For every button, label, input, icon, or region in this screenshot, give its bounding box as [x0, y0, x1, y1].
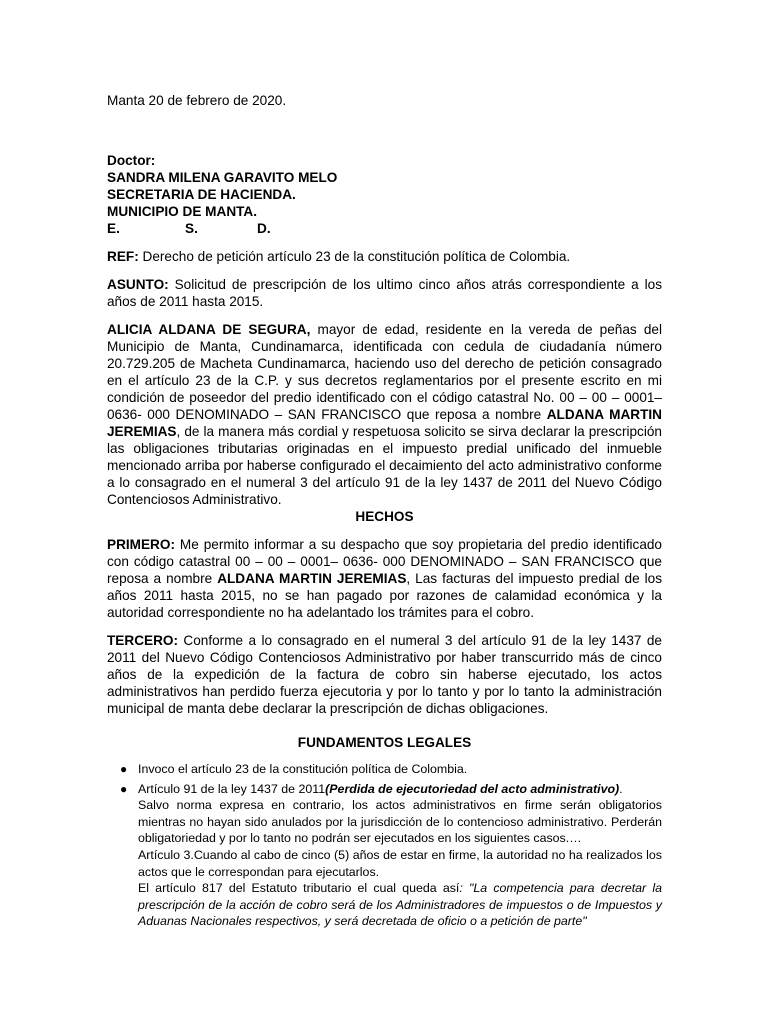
- bullet-icon: ●: [120, 762, 128, 776]
- recipient-esd: [107, 220, 662, 237]
- ref-text: Derecho de petición artículo 23 de la constitución política de Colombia.: [138, 249, 571, 264]
- recipient-position: SECRETARIA DE HACIENDA.: [107, 187, 296, 202]
- recipient-block: [107, 152, 662, 237]
- petitioner-name: ALICIA ALDANA DE SEGURA,: [107, 322, 311, 337]
- fundamento-2-body: Salvo norma expresa en contrario, los actos administrativos en firme serán obligatorios mientras no hayan sido anulados por la jurisdicción de lo contencioso administrativo. Perderán obligatoriedad y por lo tanto no podrán ser ejecutados en los siguientes casos.…: [138, 798, 662, 846]
- asunto-text: Solicitud de prescripción de los ultimo cinco años atrás correspondiente a los años de 2011 hasta 2015.: [107, 277, 662, 309]
- primero-owner-name: ALDANA MARTIN JEREMIAS: [217, 571, 407, 586]
- intro-paragraph: [107, 321, 662, 508]
- intro-text-2: , de la manera más cordial y respetuosa solicito se sirva declarar la prescripción las obligaciones tributarias originadas en el impuesto predial unificado del inmueble mencionado arriba por haberse configurado el decaimiento del acto administrativo conforme a lo consagrado en el numeral 3 del artículo 91 de la ley 1437 de 2011 del Nuevo Código Contenciosos Administrativo.: [107, 424, 662, 507]
- primero-text-2: , Las facturas del impuesto predial de los años 2011 hasta 2015, no se han pagado por razones de calamidad económica y la autoridad correspondiente no ha adelantado los trámites para el cobro.: [107, 571, 662, 620]
- ref-line: [107, 248, 662, 265]
- primero-paragraph: [107, 536, 662, 621]
- tercero-text: Conforme a lo consagrado en el numeral 3 del artículo 91 de la ley 1437 de 2011 del Nuevo Código Contenciosos Administrativo por haber transcurrido más de cinco años de la expedición de la factura de cobro sin haberse ejecutado, los actos administrativos han perdido fuerza ejecutoria y por lo tanto y por lo tanto la administración municipal de manta debe declarar la prescripción de dichas obligaciones.: [107, 633, 662, 716]
- esd-d: D.: [257, 221, 271, 236]
- recipient-title: Doctor:: [107, 153, 156, 168]
- article-817-lead: El artículo 817 del Estatuto tributario el cual queda así: [138, 881, 460, 896]
- esd-e: E.: [107, 221, 120, 236]
- primero-text-1: Me permito informar a su despacho que soy propietaria del predio identificado con código catastral 00 – 00 – 0001– 0636- 000 DENOMINADO – SAN FRANCISCO que reposa a nombre: [107, 537, 662, 586]
- asunto-label: ASUNTO:: [107, 277, 169, 292]
- fundamentos-heading: FUNDAMENTOS LEGALES: [297, 735, 472, 750]
- fundamentos-list: [107, 761, 662, 930]
- fundamento-2-title: (Perdida de ejecutoriedad del acto administrativo): [325, 781, 620, 796]
- date-line: Manta 20 de febrero de 2020.: [107, 93, 287, 108]
- fundamento-2-article-3: Artículo 3.Cuando al cabo de cinco (5) años de estar en firme, la autoridad no ha realizados los actos que le correspondan para ejecutarlos.: [138, 847, 662, 879]
- tercero-label: TERCERO:: [107, 633, 178, 648]
- esd-s: S.: [185, 221, 198, 236]
- intro-text-1: mayor de edad, residente en la vereda de peñas del Municipio de Manta, Cundinamarca, identificada con cedula de ciudadanía número 20.729.205 de Macheta Cundinamarca, haciendo uso del derecho de petición consagrado en el artículo 23 de la C.P. y sus decretos reglamentarios por el presente escrito en mi condición de poseedor del predio identificado con el código catastral No. 00 – 00 – 0001– 0636- 000 DENOMINADO – SAN FRANCISCO que reposa a nombre: [107, 322, 662, 422]
- ref-label: REF:: [107, 249, 139, 264]
- owner-name: ALDANA MARTIN JEREMIAS: [107, 407, 662, 439]
- tercero-paragraph: [107, 632, 662, 717]
- bullet-icon: ●: [120, 781, 128, 796]
- fundamento-2-dot: .: [619, 781, 623, 796]
- fundamento-2-article-817: [138, 880, 662, 930]
- list-item: [120, 781, 662, 930]
- article-817-quote: : "La competencia para decretar la prescripción de la acción de cobro será de los Administradores de impuestos o de Impuestos y Aduanas Nacionales respectivos, y será decretada de oficio o a petición de parte": [138, 881, 662, 929]
- list-item: [120, 761, 662, 778]
- asunto-paragraph: [107, 276, 662, 310]
- hechos-heading: HECHOS: [355, 509, 414, 524]
- recipient-name: SANDRA MILENA GARAVITO MELO: [107, 170, 338, 185]
- recipient-entity: MUNICIPIO DE MANTA.: [107, 204, 258, 219]
- primero-label: PRIMERO:: [107, 537, 175, 552]
- fundamento-1-text: Invoco el artículo 23 de la constitución política de Colombia.: [138, 762, 468, 776]
- fundamento-2-lead: Artículo 91 de la ley 1437 de 2011: [138, 781, 326, 796]
